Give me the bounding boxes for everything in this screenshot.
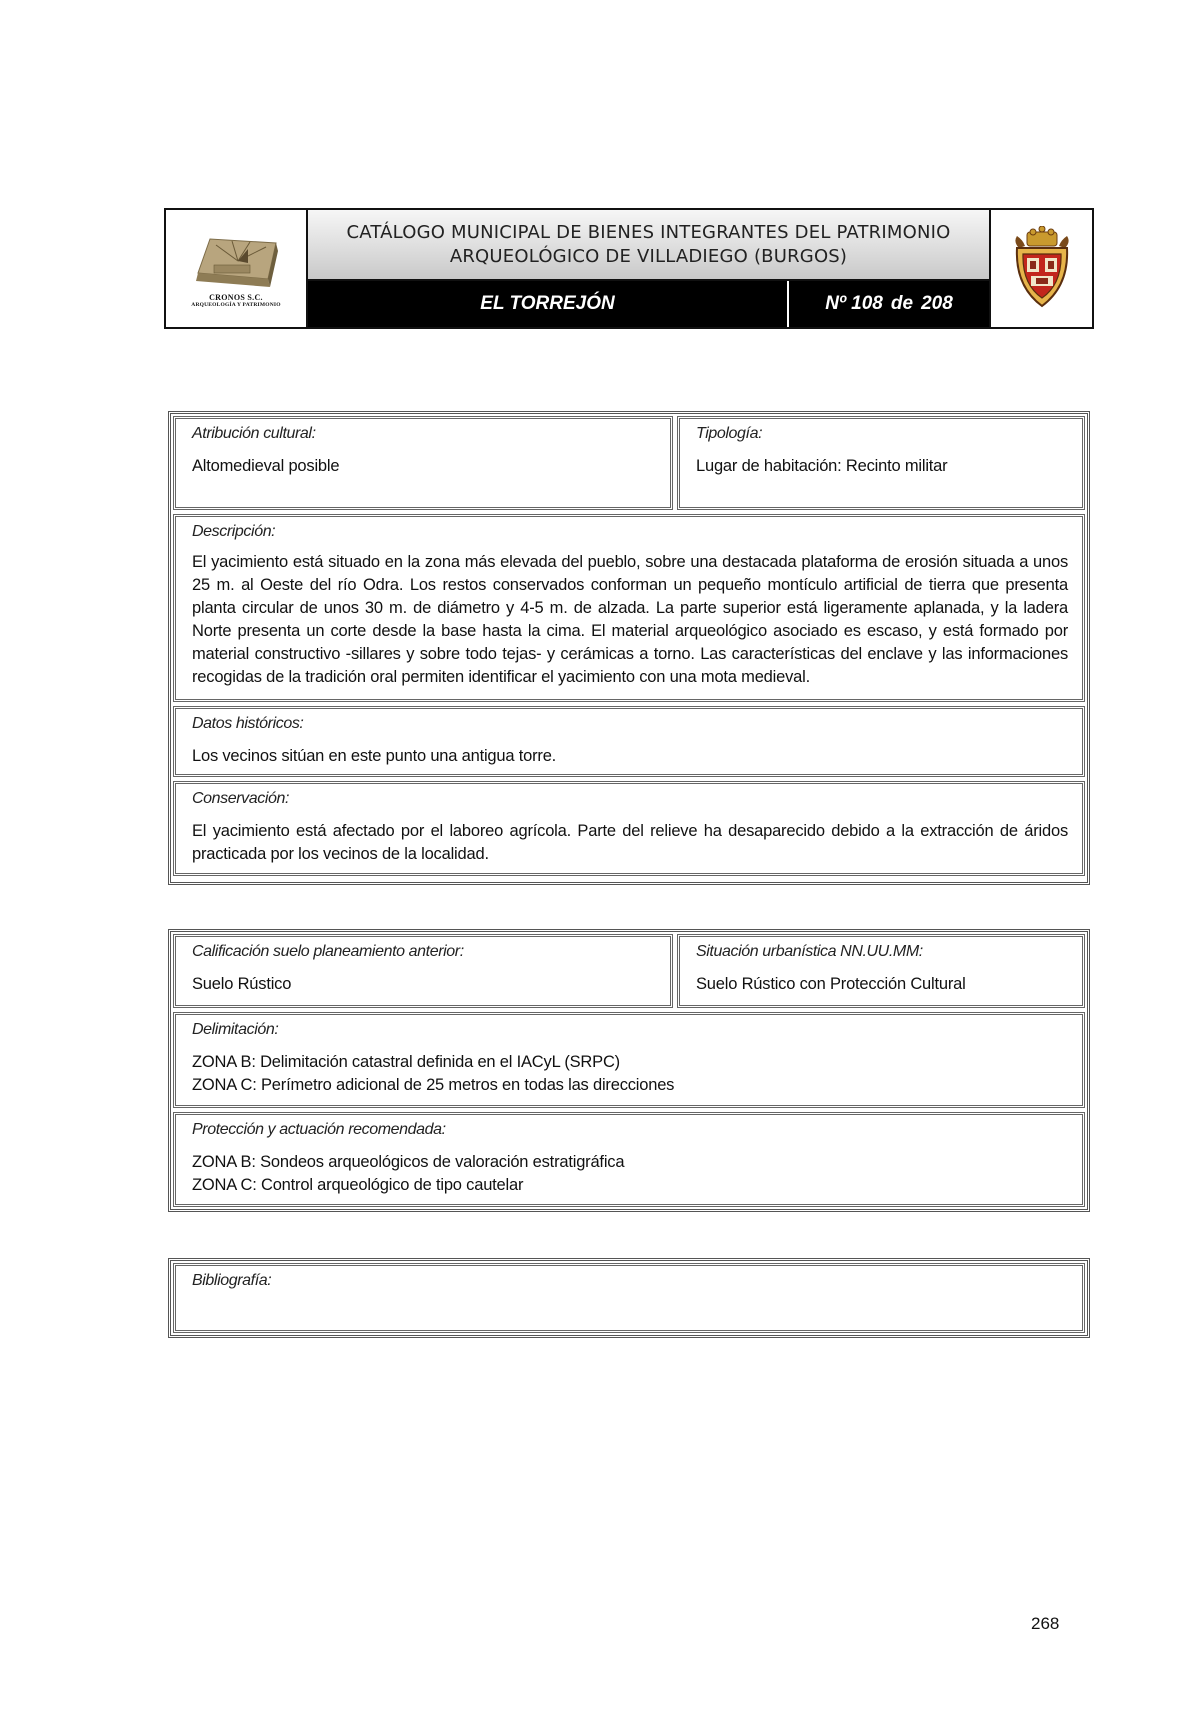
page-number: 268 [1031,1614,1060,1633]
planning-table [168,929,1090,1212]
site-description-table [168,411,1090,885]
situacion-label: Situación urbanística NN.UU.MM: [696,943,923,960]
conservacion-value: El yacimiento está afectado por el laboreo agrícola. Parte del relieve ha desaparecido debido a la extracción de áridos practicada por los vecinos de la localidad. [192,822,1068,863]
catalog-title-line1: CATÁLOGO MUNICIPAL DE BIENES INTEGRANTES DEL PATRIMONIO [346,221,951,243]
datos-historicos-value: Los vecinos sitúan en este punto una antigua torre. [192,747,557,765]
delimitacion-cell [173,1012,1085,1108]
calificacion-value: Suelo Rústico [192,975,292,993]
entry-number-value: Nº 108 [825,293,883,314]
datos-historicos-cell [173,706,1085,777]
datos-historicos-label: Datos históricos: [192,715,304,732]
sundial-logo-icon [188,233,284,291]
descripcion-label: Descripción: [192,523,276,540]
atribucion-cell [173,416,673,510]
proteccion-cell [173,1112,1085,1207]
villadiego-coat-of-arms [989,210,1092,327]
bibliografia-cell [173,1263,1085,1333]
situacion-cell [677,934,1085,1008]
coat-of-arms-icon [1009,226,1075,312]
conservacion-cell [173,781,1085,876]
cronos-logo [166,210,308,327]
calificacion-label: Calificación suelo planeamiento anterior: [192,943,464,960]
proteccion-label: Protección y actuación recomendada: [192,1121,446,1138]
tipologia-cell [677,416,1085,510]
site-name: EL TORREJÓN [308,281,789,327]
catalog-header [164,208,1094,329]
delimitacion-line: ZONA B: Delimitación catastral definida en el IACyL (SRPC) [192,1053,620,1071]
calificacion-cell [173,934,673,1008]
bibliography-table [168,1258,1090,1338]
entry-number-total: 208 [921,293,953,314]
atribucion-value: Altomedieval posible [192,457,340,475]
proteccion-line: ZONA B: Sondeos arqueológicos de valoración estratigráfica [192,1153,625,1171]
tipologia-label: Tipología: [696,425,763,442]
descripcion-cell [173,514,1085,702]
proteccion-line: ZONA C: Control arqueológico de tipo cautelar [192,1176,524,1194]
entry-number [789,281,989,327]
delimitacion-line: ZONA C: Perímetro adicional de 25 metros en todas las direcciones [192,1076,675,1094]
site-bar [308,281,989,327]
delimitacion-values [192,1051,1068,1097]
descripcion-value: El yacimiento está situado en la zona más elevada del pueblo, sobre una destacada plataforma de erosión situada a unos 25 m. al Oeste del río Odra. Los restos conservados conforman un pequeño montículo artificial de tierra que presenta planta circular de unos 30 m. de diámetro y 4-5 m. de alzada. La parte superior está ligeramente aplanada, y la ladera Norte presenta un corte desde la base hasta la cima. El material arqueológico asociado es escaso, y está formado por material constructivo -sillares y sobre todo tejas- y cerámicas a torno. Las características del enclave y las informaciones recogidas de la tradición oral permiten identificar el yacimiento con una mota medieval. [192,553,1068,686]
catalog-title [308,210,989,281]
logo-company-name: CRONOS S.C. [209,293,263,302]
entry-number-of: de [890,293,914,314]
tipologia-value: Lugar de habitación: Recinto militar [696,457,948,475]
bibliografia-label: Bibliografía: [192,1272,272,1289]
situacion-value: Suelo Rústico con Protección Cultural [696,975,966,993]
delimitacion-label: Delimitación: [192,1021,279,1038]
conservacion-label: Conservación: [192,790,290,807]
logo-company-subtitle: ARQUEOLOGÍA Y PATRIMONIO [191,302,281,308]
catalog-title-line2: ARQUEOLÓGICO DE VILLADIEGO (BURGOS) [449,245,848,267]
proteccion-values [192,1151,1068,1197]
atribucion-label: Atribución cultural: [192,425,316,442]
